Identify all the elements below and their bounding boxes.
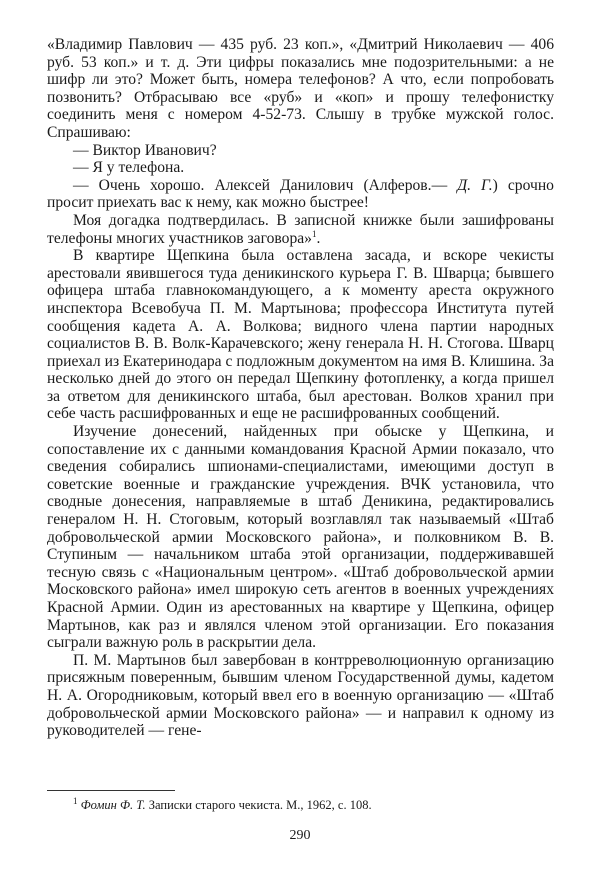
footnote-author: Фомин Ф. Т. [80, 798, 146, 812]
dialogue-line-2: — Я у телефона. [73, 159, 185, 177]
footnote-marker: 1 [73, 795, 78, 806]
page-number: 290 [289, 828, 311, 843]
paragraph-guess-confirmed [47, 212, 554, 247]
paragraph-guess-text: Моя догадка подтвердилась. В записной книжке были зашифрованы телефоны многих участников заговора» [47, 211, 554, 247]
paragraph-ambush: В квартире Щепкина была оставлена засада, и вскоре чекисты арестовали явившегося туда деникинского курьера Г. В. Шварца; бывшего офицера штаба главнокомандующего, а к моменту ареста окружного инспектора Всевобуча П. М. Мартынова; профессора Института путей сообщения кадета А. А. Волкова; видного члена партии народных социалистов В. В. Волк-Карачевского; жену генерала Н. Н. Стогова. Шварц приехал из Екатеринодара с подложным документом на имя В. Клишина. За несколько дней до этого он передал Щепкину фотопленку, а когда пришел за ответом для деникинского штаба, был арестован. Волков хранил при себе часть расшифрованных и еще не расшифрованных сообщений. [47, 247, 554, 423]
body-text [47, 36, 554, 740]
footnote-reference[interactable]: 1 [311, 228, 317, 239]
paragraph-martynov: П. М. Мартынов был завербован в контрреволюционную организацию присяжным поверенным, бывшим членом Государственной думы, кадетом Н. А. Огородниковым, который ввел его в военную организацию — «Штаб добровольческой армии Московского района» — и направил к одному из руководителей — гене- [47, 651, 554, 740]
footnote-divider [47, 790, 175, 791]
paragraph-1: «Владимир Павлович — 435 руб. 23 коп.», «Дмитрий Николаевич — 406 руб. 53 коп.» и т. д. Эти цифры показались мне подозрительными: а не шифр ли это? Может быть, номера телефонов? А что, если попробовать позвонить? Отбрасываю все «руб» и «коп» и прошу телефонистку соединить меня с номером 4-52-73. Слышу в трубке мужской голос. Спрашиваю: [47, 36, 554, 141]
dialogue-text-after: ) срочно просит приехать вас к нему, как можно быстрее! [47, 176, 554, 212]
dialogue-text-before: — Очень хорошо. Алексей Данилович (Алферов.— [73, 176, 458, 194]
footnote [73, 795, 553, 813]
footnote-source: Записки старого чекиста. М., 1962, с. 108. [145, 798, 372, 812]
paragraph-investigation: Изучение донесений, найденных при обыске у Щепкина, и сопоставление их с данными командования Красной Армии показало, что сведения собирались шпионами-специалистами, имеющими доступ в советские военные и гражданские учреждения. ВЧК установила, что сводные донесения, направляемые в штаб Деникина, редактировались генералом Н. Н. Стоговым, который возглавлял так называемый «Штаб добровольческой армии Московского района», и полковником В. В. Ступиным — начальником штаба этой организации, поддерживавшей тесную связь с «Национальным центром». «Штаб добровольческой армии Московского района» имел широкую сеть агентов в военных учреждениях Красной Армии. Один из арестованных на квартире у Щепкина, офицер Мартынов, как раз и являлся членом этой организации. Его показания сыграли важную роль в раскрытии дела. [47, 423, 554, 652]
author-initials: Д. Г. [457, 176, 493, 194]
paragraph-guess-end: . [316, 229, 321, 247]
dialogue-line-1: — Виктор Иванович? [73, 141, 217, 159]
dialogue-line-3 [47, 177, 554, 212]
